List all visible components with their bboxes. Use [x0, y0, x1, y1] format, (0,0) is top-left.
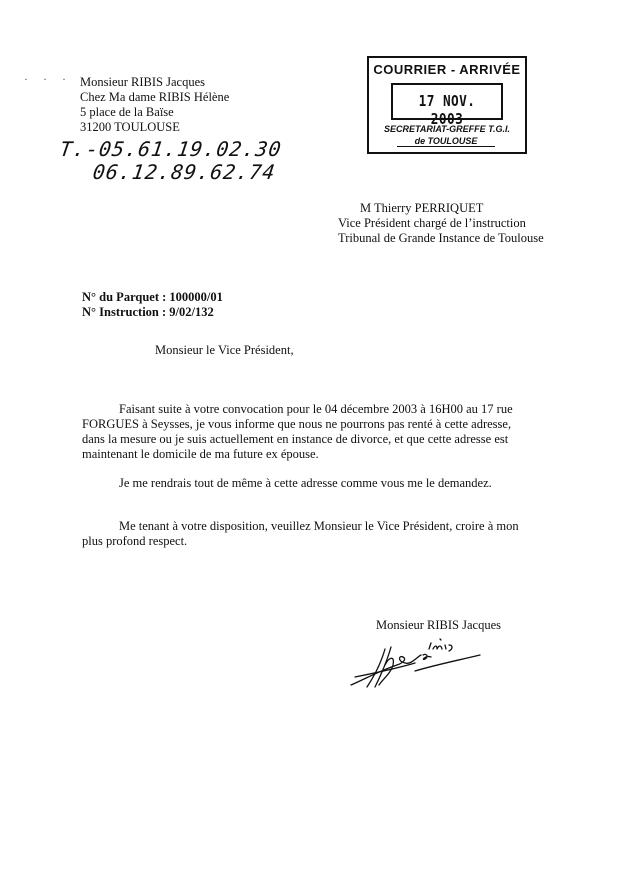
body-paragraph-2: Je me rendrais tout de même à cette adresse comme vous me le demandez. — [119, 476, 492, 490]
stamp-office-line1: SECRETARIAT-GREFFE T.G.I. — [384, 124, 510, 134]
body-paragraph-3: Me tenant à votre disposition, veuillez Monsieur le Vice Président, croire à mon plus profond respect. — [82, 519, 519, 548]
case-references — [82, 290, 223, 320]
closing-signature-name: Monsieur RIBIS Jacques — [376, 618, 501, 632]
reception-stamp — [367, 56, 527, 154]
sender-address — [80, 75, 229, 135]
sender-name: Monsieur RIBIS Jacques — [80, 75, 205, 89]
recipient-address — [338, 201, 544, 246]
handwritten-phone-landline: T.-05.61.19.02.30 — [58, 137, 284, 161]
stamp-office-line2: de TOULOUSE — [397, 136, 495, 147]
stamp-date: 17 NOV. 2003 — [418, 92, 476, 128]
stamp-date-box — [391, 83, 503, 128]
sender-care-of: Chez Ma dame RIBIS Hélène — [80, 90, 230, 104]
handwritten-signature — [345, 635, 485, 695]
recipient-court: Tribunal de Grande Instance de Toulouse — [338, 231, 544, 245]
sender-city: 31200 TOULOUSE — [80, 120, 180, 134]
parquet-number: N° du Parquet : 100000/01 — [82, 290, 223, 304]
handwritten-phone-mobile: 06.12.89.62.74 — [91, 160, 278, 184]
salutation: Monsieur le Vice Président, — [155, 343, 294, 357]
stamp-title: COURRIER - ARRIVÉE — [373, 62, 521, 77]
sender-street: 5 place de la Baïse — [80, 105, 174, 119]
recipient-title: Vice Président chargé de l’instruction — [338, 216, 526, 230]
recipient-name: M Thierry PERRIQUET — [360, 201, 484, 215]
instruction-number: N° Instruction : 9/02/132 — [82, 305, 214, 319]
body-paragraph-1: Faisant suite à votre convocation pour le 04 décembre 2003 à 16H00 au 17 rue FORGUES à Seysses, je vous informe que nous ne pourrons pas renté à cette adresse, dans la mesure ou je suis actuellement en instance de divorce, et que cette adresse est maintenant le domicile de ma future ex épouse. — [82, 402, 513, 461]
margin-marks: · · · — [24, 72, 72, 86]
